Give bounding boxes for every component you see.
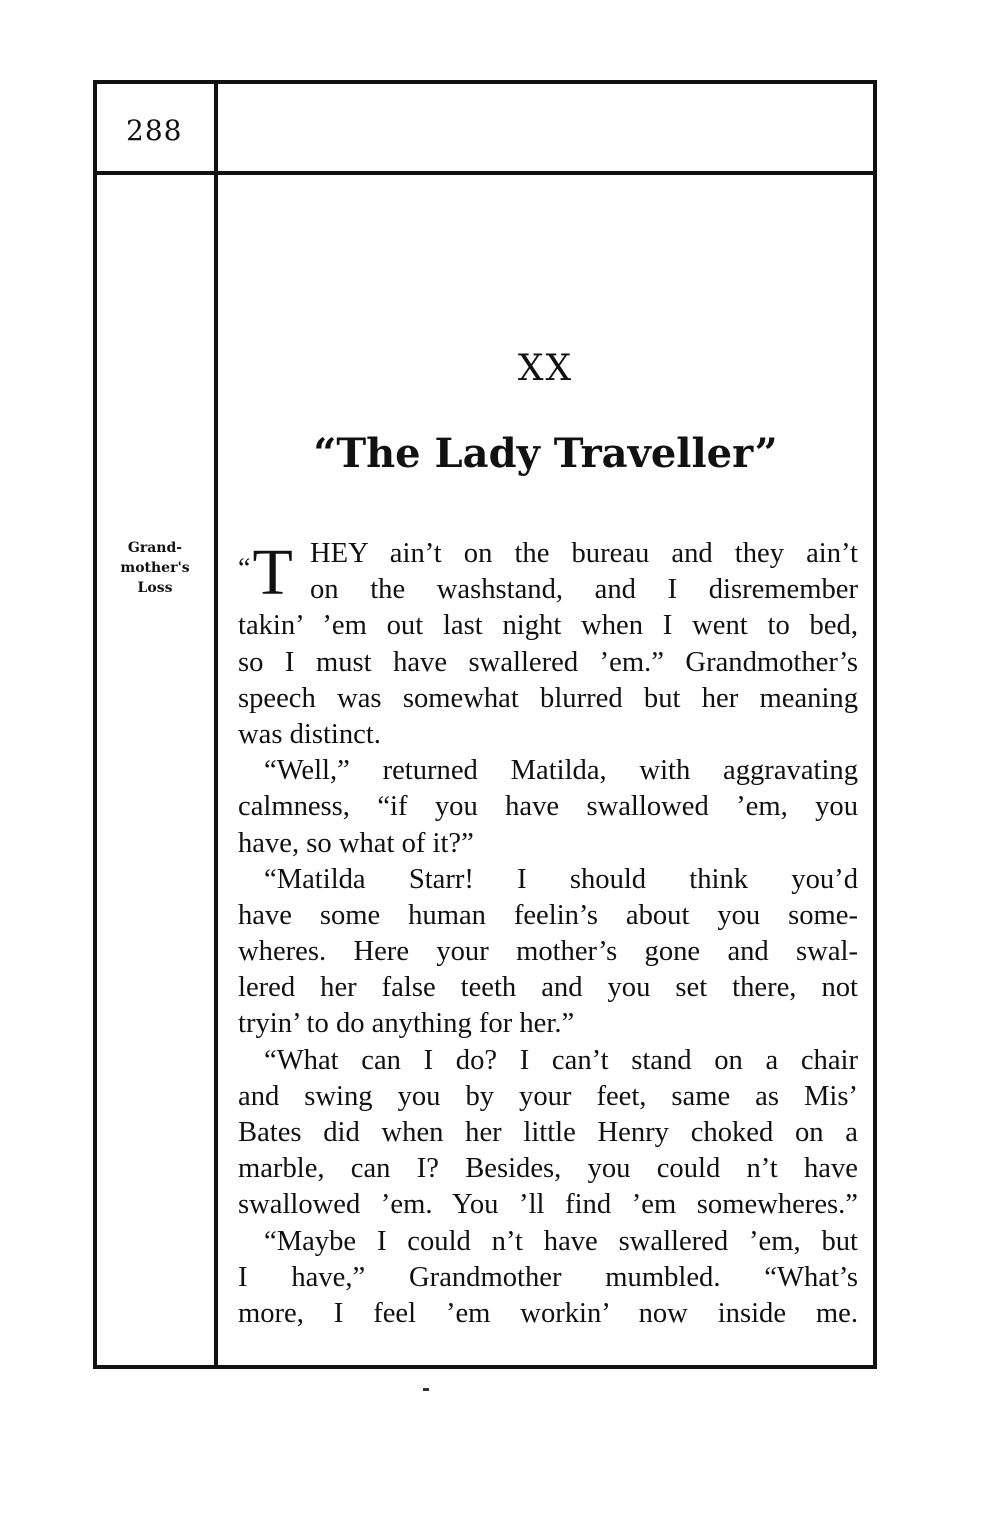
text-line: takin’ ’em out last night when I went to bed, [238,610,858,642]
text-line: have some human feelin’s about you some- [238,899,858,931]
text-line: wheres. Here your mother’s gone and swal- [238,936,858,968]
text-line: “Well,” returned Matilda, with aggravating [264,755,858,787]
margin-note-line: Loss [137,580,173,596]
text-line: Bates did when her little Henry choked on a [238,1117,858,1148]
text-line: swallowed ’em. You ’ll find ’em somewheres.” [238,1189,858,1221]
text-line: “Matilda Starr! I should think you’d [264,863,858,895]
margin-note [99,538,211,598]
text-line: marble, can I? Besides, you could n’t have [238,1153,858,1185]
text-line: “What can I do? I can’t stand on a chair [264,1044,858,1076]
drop-cap-letter: T [252,536,293,609]
margin-note-line: mother's [120,560,190,576]
text-line: speech was somewhat blurred but her meaning [238,682,858,714]
text-line: so I must have swallered ’em.” Grandmother’s [238,646,858,678]
text-line: was distinct. [238,718,381,750]
drop-cap-quote: “ [238,553,251,584]
header-row-divider [93,171,877,175]
text-line: lered her false teeth and you set there, not [238,972,858,1004]
drop-cap [238,536,309,609]
margin-note-line: Grand- [127,540,183,556]
text-line: I have,” Grandmother mumbled. “What’s [238,1261,858,1293]
text-line: have, so what of it?” [238,827,474,859]
body-text [238,536,858,1332]
text-line: and swing you by your feet, same as Mis’ [238,1080,858,1112]
text-line: “Maybe I could n’t have swallered ’em, but [264,1225,858,1257]
text-line: calmness, “if you have swallowed ’em, you [238,791,858,823]
text-line: more, I feel ’em workin’ now inside me. [238,1297,858,1329]
text-line: on the washstand, and I disremember [310,574,858,606]
printer-mark [423,1388,429,1391]
margin-column-divider [214,80,218,1369]
chapter-title: “The Lady Traveller” [313,430,778,477]
page-number: 288 [126,114,183,147]
text-line: tryin’ to do anything for her.” [238,1008,575,1040]
text-line: HEY ain’t on the bureau and they ain’t [310,538,858,569]
chapter-number: XX [517,348,574,389]
